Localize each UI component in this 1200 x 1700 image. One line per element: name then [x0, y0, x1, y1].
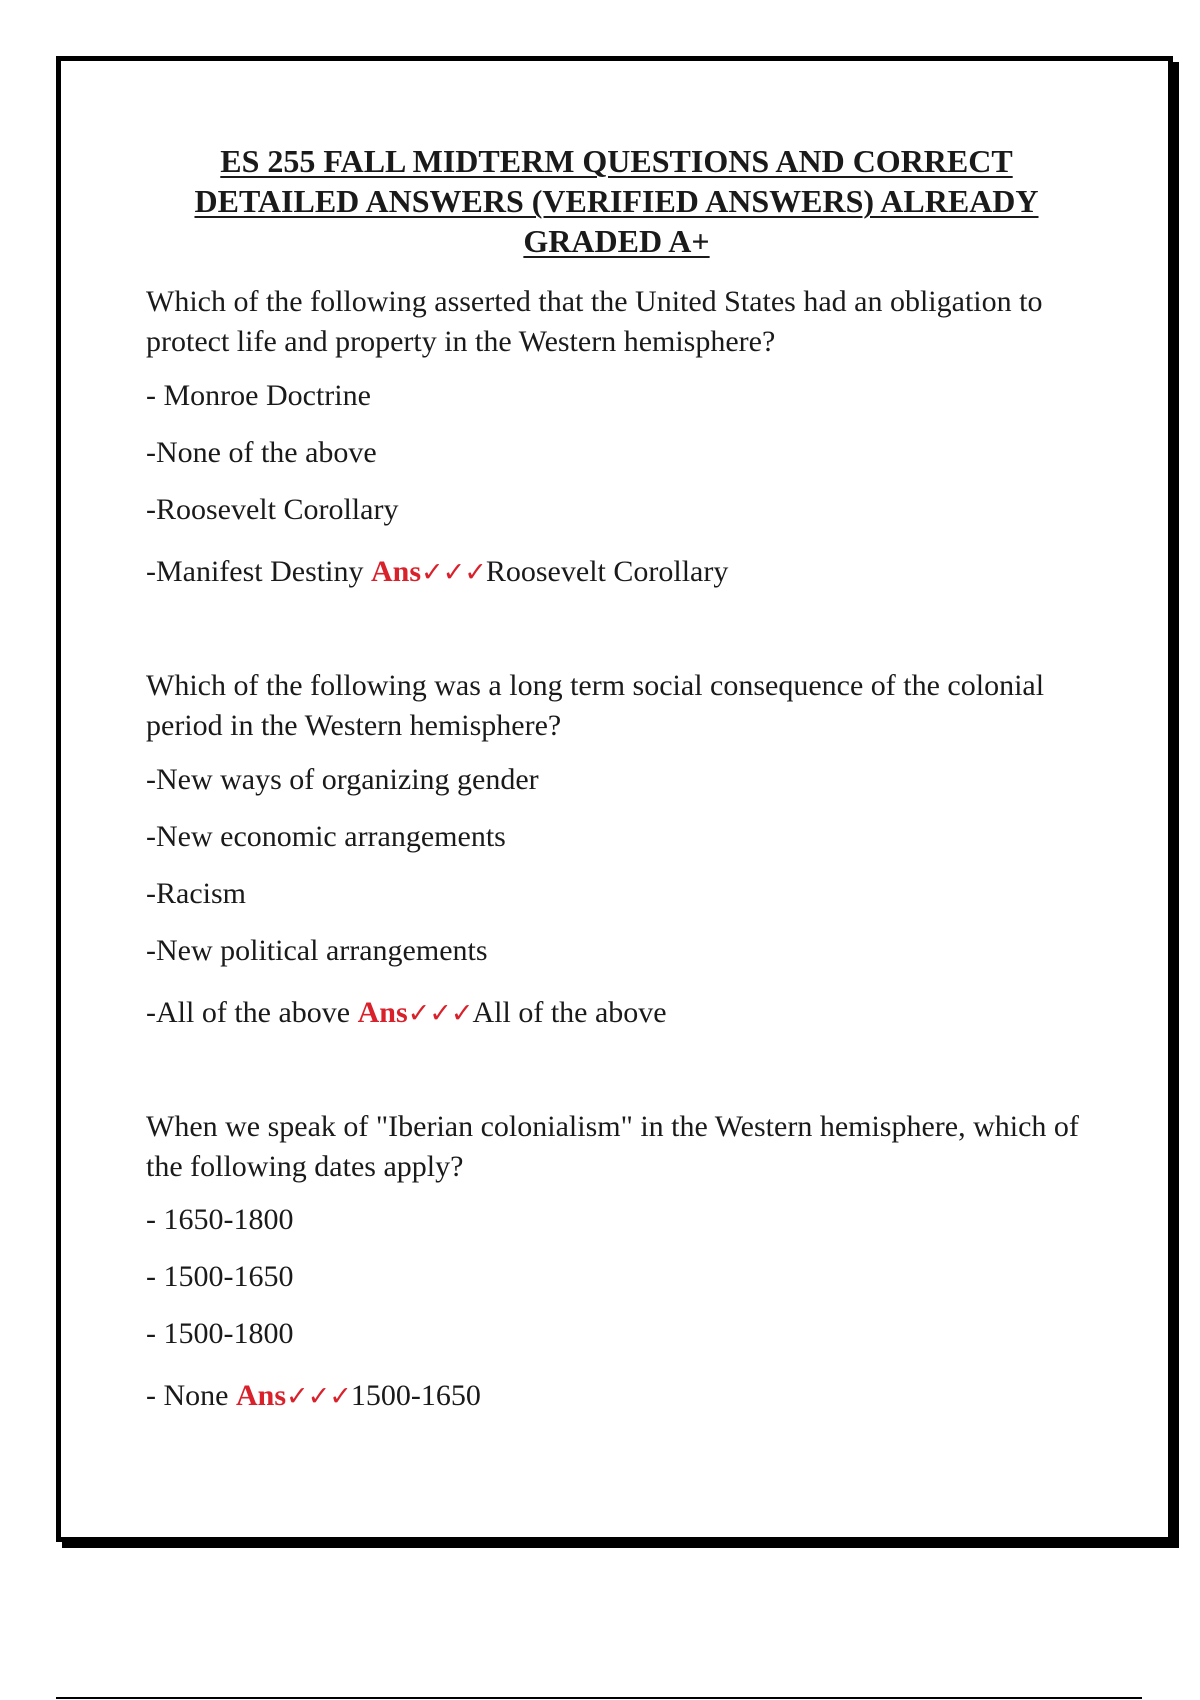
title-line-3: GRADED A+	[523, 223, 710, 259]
question-2-option-5: -All of the above	[146, 996, 351, 1029]
check-marks-icon: ✓✓✓	[421, 557, 486, 588]
question-3-text: When we speak of "Iberian colonialism" in the Western hemisphere, which of the following dates apply?	[146, 1110, 1079, 1183]
question-1-answer: Roosevelt Corollary	[485, 555, 729, 588]
question-2-option-2: -New economic arrangements	[146, 820, 506, 853]
question-3-option-2: - 1500-1650	[146, 1260, 294, 1293]
question-1-option-3: -Roosevelt Corollary	[146, 493, 399, 526]
question-2-option-5-with-answer	[146, 993, 667, 1034]
title-line-2: DETAILED ANSWERS (VERIFIED ANSWERS) ALREADY	[194, 183, 1039, 219]
footer-divider	[56, 1697, 1142, 1699]
answer-label: Ans	[370, 555, 421, 588]
answer-label: Ans	[357, 996, 408, 1029]
question-3-option-4: - None	[146, 1379, 229, 1412]
question-3-option-1: - 1650-1800	[146, 1203, 294, 1236]
question-2-option-1: -New ways of organizing gender	[146, 763, 539, 796]
question-3-option-3: - 1500-1800	[146, 1317, 294, 1350]
question-2-answer: All of the above	[472, 996, 667, 1029]
question-2-option-4: -New political arrangements	[146, 934, 488, 967]
question-1-text: Which of the following asserted that the United States had an obligation to protect life and property in the Western hemisphere?	[146, 285, 1043, 358]
question-2-option-3: -Racism	[146, 877, 246, 910]
check-marks-icon: ✓✓✓	[407, 998, 473, 1029]
answer-label: Ans	[235, 1379, 287, 1412]
question-2-text: Which of the following was a long term social consequence of the colonial period in the Western hemisphere?	[146, 669, 1045, 742]
title-line-1: ES 255 FALL MIDTERM QUESTIONS AND CORRECT	[220, 143, 1013, 179]
check-marks-icon: ✓✓✓	[286, 1381, 351, 1412]
question-1-option-4-with-answer	[146, 552, 728, 593]
question-1-option-1: - Monroe Doctrine	[146, 379, 371, 412]
question-3-option-4-with-answer	[146, 1376, 481, 1417]
question-3-answer: 1500-1650	[350, 1379, 481, 1412]
question-1-option-2: -None of the above	[146, 436, 377, 469]
question-1-option-4: -Manifest Destiny	[146, 555, 364, 588]
document-title	[120, 141, 1113, 261]
